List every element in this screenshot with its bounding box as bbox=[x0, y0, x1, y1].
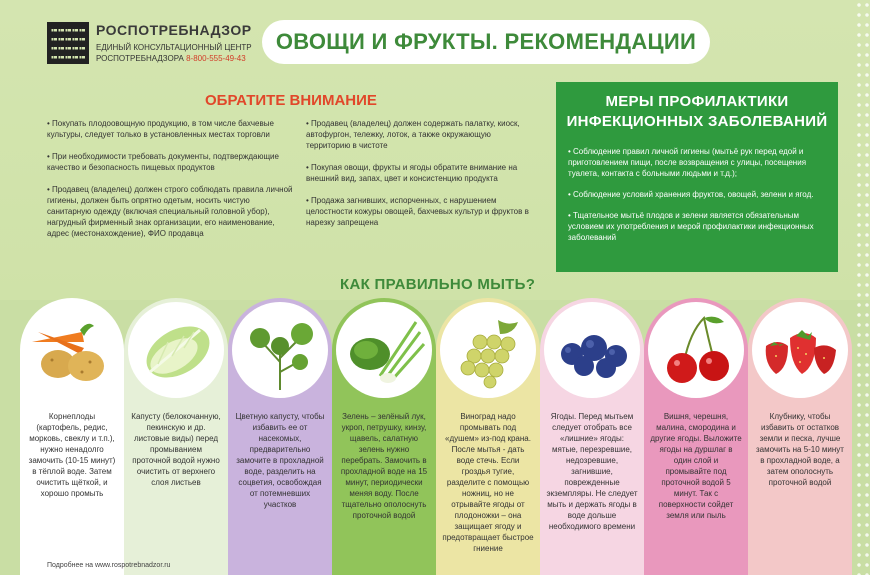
footer-link[interactable]: Подробнее на www.rospotrebnadzor.ru bbox=[47, 562, 171, 569]
grapes-icon bbox=[440, 302, 536, 398]
org-subtitle bbox=[96, 42, 252, 64]
wash-card-text: Цветную капусту, чтобы избавить ее от насекомых, предварительно замочите в прохладной воде, разделить на соцветия, освобождая от потемневших участков bbox=[235, 412, 325, 509]
wash-card-text: Виноград надо промывать под «душем» из-под крана. После мытья - дать воде стечь. Если гроздья тугие, разделите с помощью ножниц, но не отрывайте ягоды от плодоножки – она защищает ягоду и предотвращает быстрое гниение bbox=[442, 412, 534, 553]
wash-card-strawberry bbox=[748, 298, 852, 575]
attention-item: • Продавец (владелец) должен строго соблюдать правила личной гигиены, должен быть опрятно одетым, носить чистую санитарную одежду (включая специальный головной убор), нагрудный фирменный знак организации, его наименование, адрес (местонахождение), ФИО продавца bbox=[47, 185, 293, 238]
attention-item: • Покупать плодоовощную продукцию, в том числе бахчевые культуры, следует только в установленных местах торговли bbox=[47, 119, 274, 139]
wash-card-text: Вишня, черешня, малина, смородина и другие ягоды. Выложите ягоды на дуршлаг в один слой и промывайте под проточной водой 5 минут. Так с поверхности сойдет земля или пыль bbox=[650, 412, 742, 520]
wash-card-cabbage bbox=[124, 298, 228, 575]
prevention-item: • Соблюдение условий хранения фруктов, овощей, зелени и ягод. bbox=[568, 190, 814, 199]
wash-card-cauliflower bbox=[228, 298, 332, 575]
org-block bbox=[96, 22, 252, 64]
wash-card-text: Ягоды. Перед мытьем следует отобрать все «лишние» ягоды: мятые, перезревшие, недозревшие, загнившие, поврежденные экземпляры. Не следует мыть и держать ягоды в воде дольше необходимого времени bbox=[546, 412, 638, 531]
strawberry-icon bbox=[752, 302, 848, 398]
page-title: ОВОЩИ И ФРУКТЫ. РЕКОМЕНДАЦИИ bbox=[262, 20, 710, 64]
attention-item: • При необходимости требовать документы, подтверждающие качество и безопасность пищевых продуктов bbox=[47, 152, 279, 172]
wash-card-text: Капусту (белокочанную, пекинскую и др. листовые виды) перед промыванием проточной водой нужно очистить от верхнего слоя листьев bbox=[131, 412, 221, 487]
potato-carrot-icon bbox=[24, 302, 120, 398]
cabbage-icon bbox=[128, 302, 224, 398]
greens-icon bbox=[336, 302, 432, 398]
prevention-item: • Тщательное мытьё плодов и зелени является обязательным условием их употребления и мерой профилактики инфекционных заболеваний bbox=[568, 211, 814, 242]
wash-title: КАК ПРАВИЛЬНО МЫТЬ? bbox=[340, 276, 536, 293]
wash-card-text: Клубнику, чтобы избавить от остатков земли и песка, лучше замочить на 5-10 минут в прохладной воде, а затем ополоснуть проточной водой bbox=[756, 412, 844, 487]
prevention-title bbox=[556, 92, 838, 132]
org-sub-line1: ЕДИНЫЙ КОНСУЛЬТАЦИОННЫЙ ЦЕНТР bbox=[96, 43, 252, 52]
cauliflower-leaf-icon bbox=[232, 302, 328, 398]
prevention-box bbox=[556, 82, 838, 272]
attention-item: • Продажа загнивших, испорченных, с нарушением целостности кожуры овощей, бахчевых культур и фруктов в нарезку запрещена bbox=[306, 196, 529, 227]
prevention-list bbox=[556, 132, 838, 243]
org-name: РОСПОТРЕБНАДЗОР bbox=[96, 22, 252, 38]
prevention-title-line1: МЕРЫ ПРОФИЛАКТИКИ bbox=[605, 93, 789, 110]
dot-pattern bbox=[855, 0, 870, 575]
org-sub-line2: РОСПОТРЕБНАДЗОРА bbox=[96, 54, 184, 63]
blueberry-icon bbox=[544, 302, 640, 398]
wash-card-roots bbox=[20, 298, 124, 575]
attention-left-column bbox=[47, 118, 295, 250]
wash-card-text: Корнеплоды (картофель, редис, морковь, свеклу и т.п.), нужно ненадолго замочить (10-15 минут) в тёплой воде. Затем очистить щёткой, и хорошо промыть bbox=[28, 412, 116, 498]
attention-right-column bbox=[306, 118, 534, 239]
prevention-item: • Соблюдение правил личной гигиены (мытьё рук перед едой и приготовлением пищи, после возвращения с улицы, посещения туалета, контакта с больными людьми и т.д.); bbox=[568, 147, 807, 178]
wash-card-greens bbox=[332, 298, 436, 575]
prevention-title-line2: ИНФЕКЦИОННЫХ ЗАБОЛЕВАНИЙ bbox=[566, 113, 828, 130]
cherry-icon bbox=[648, 302, 744, 398]
wash-card-text: Зелень – зелёный лук, укроп, петрушку, кинзу, щавель, салатную зелень нужно перебрать. Замочить в прохладной воде на 15 минут, периодически меняя воду. После тщательно ополоснуть проточной водой bbox=[340, 412, 428, 520]
hotline-phone: 8-800-555-49-43 bbox=[186, 54, 246, 63]
attention-title: ОБРАТИТЕ ВНИМАНИЕ bbox=[205, 92, 377, 109]
attention-item: • Покупая овощи, фрукты и ягоды обратите внимание на внешний вид, запах, цвет и консистенцию продукта bbox=[306, 163, 518, 183]
wash-card-berries bbox=[540, 298, 644, 575]
wash-card-cherry bbox=[644, 298, 748, 575]
wash-card-grapes bbox=[436, 298, 540, 575]
qr-code-icon bbox=[47, 22, 89, 64]
attention-item: • Продавец (владелец) должен содержать палатку, киоск, автофургон, тележку, лоток, а также окружающую территорию в чистоте bbox=[306, 119, 520, 150]
